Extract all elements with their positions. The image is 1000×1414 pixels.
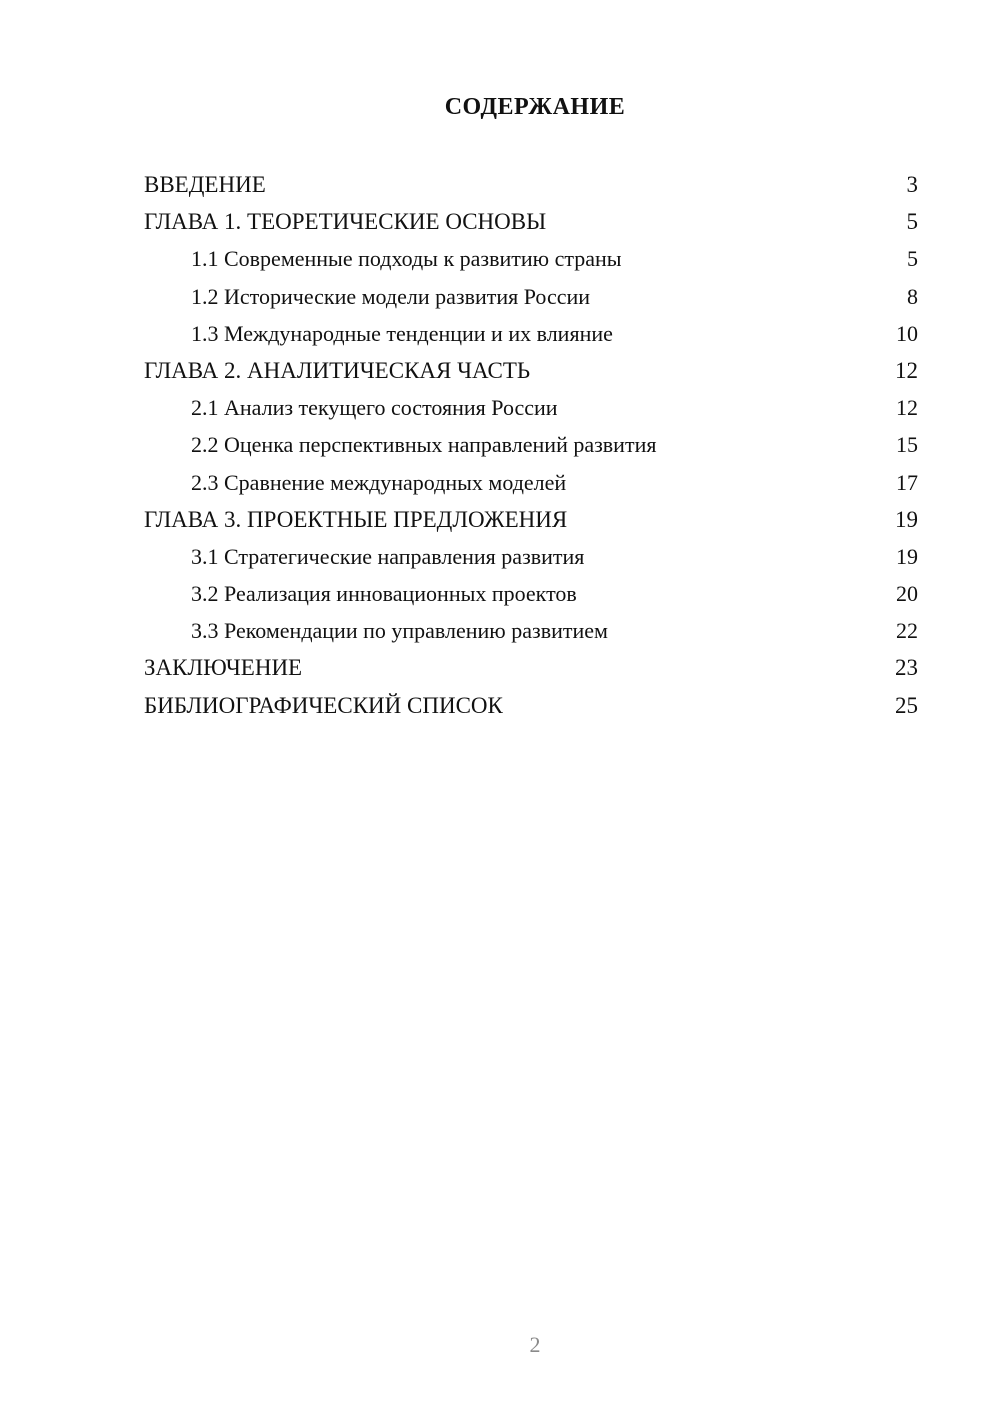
toc-entry-page: 5 xyxy=(907,246,918,272)
toc-entry-section-2-2 xyxy=(144,426,918,463)
toc-entry-conclusion xyxy=(144,649,918,686)
toc-entry-page: 5 xyxy=(906,209,918,235)
toc-entry-label: 3.3 Рекомендации по управлению развитием xyxy=(191,618,608,644)
toc-entry-label: 3.2 Реализация инновационных проектов xyxy=(191,581,577,607)
toc-entry-label: ГЛАВА 1. ТЕОРЕТИЧЕСКИЕ ОСНОВЫ xyxy=(144,209,547,235)
toc-entry-section-1-2 xyxy=(144,278,918,315)
toc-entry-section-3-3 xyxy=(144,612,918,649)
toc-entry-section-3-2 xyxy=(144,575,918,612)
toc-title: СОДЕРЖАНИЕ xyxy=(444,94,626,120)
toc-entry-chapter-2 xyxy=(144,352,918,389)
toc-entry-label: 1.3 Международные тенденции и их влияние xyxy=(191,320,613,346)
toc-entry-section-2-1 xyxy=(144,389,918,426)
toc-entry-section-1-3 xyxy=(144,315,918,352)
toc-entry-page: 19 xyxy=(896,543,918,569)
toc-entry-label: БИБЛИОГРАФИЧЕСКИЙ СПИСОК xyxy=(144,692,503,718)
toc-entry-page: 23 xyxy=(895,655,918,681)
toc-entry-page: 15 xyxy=(896,432,918,458)
toc-entry-label: 1.1 Современные подходы к развитию страны xyxy=(191,246,622,272)
table-of-contents xyxy=(144,166,918,724)
toc-entry-section-3-1 xyxy=(144,538,918,575)
toc-entry-section-1-1 xyxy=(144,240,918,277)
toc-entry-page: 19 xyxy=(895,506,918,532)
toc-entry-label: 2.3 Сравнение международных моделей xyxy=(191,469,567,495)
toc-entry-page: 17 xyxy=(896,469,918,495)
toc-entry-page: 10 xyxy=(896,320,918,346)
toc-entry-introduction xyxy=(144,166,918,203)
toc-entry-label: 2.1 Анализ текущего состояния России xyxy=(191,395,558,421)
toc-entry-page: 12 xyxy=(895,357,918,383)
toc-entry-label: ГЛАВА 3. ПРОЕКТНЫЕ ПРЕДЛОЖЕНИЯ xyxy=(144,506,568,532)
toc-entry-page: 3 xyxy=(906,172,918,197)
toc-entry-label: ГЛАВА 2. АНАЛИТИЧЕСКАЯ ЧАСТЬ xyxy=(144,357,531,383)
toc-entry-page: 20 xyxy=(896,581,918,607)
toc-entry-label: 2.2 Оценка перспективных направлений развития xyxy=(191,432,657,458)
toc-entry-page: 25 xyxy=(895,692,918,718)
toc-entry-label: ЗАКЛЮЧЕНИЕ xyxy=(144,655,303,681)
toc-entry-section-2-3 xyxy=(144,464,918,501)
toc-entry-page: 8 xyxy=(907,283,918,309)
toc-entry-chapter-1 xyxy=(144,203,918,240)
toc-entry-label: 1.2 Исторические модели развития России xyxy=(191,283,591,309)
toc-entry-chapter-3 xyxy=(144,501,918,538)
toc-entry-label: ВВЕДЕНИЕ xyxy=(144,172,266,197)
page-number: 2 xyxy=(529,1332,541,1357)
toc-entry-page: 12 xyxy=(896,395,918,421)
toc-entry-label: 3.1 Стратегические направления развития xyxy=(191,543,585,569)
toc-entry-page: 22 xyxy=(896,618,918,644)
toc-entry-bibliography xyxy=(144,687,918,724)
